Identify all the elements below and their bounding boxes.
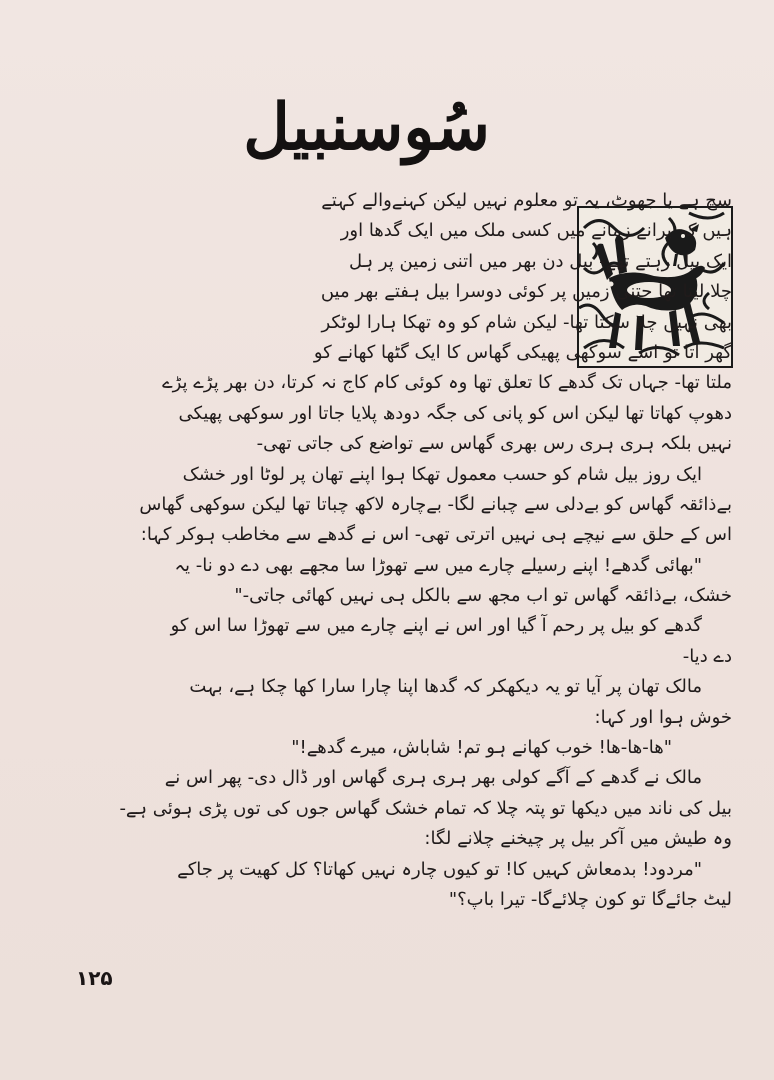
text-line: خشک، بےذائقہ گھاس تو اب مجھ سے بالکل ہی نہیں کھائی جاتی-" xyxy=(234,585,732,607)
text-line: نہیں بلکہ ہری ہری رس بھری گھاس سے تواضع کی جاتی تھی- xyxy=(256,433,732,455)
text-line: مالک تھان پر آیا تو یہ دیکھکر کہ گدھا اپنا چارا سارا کھا چکا ہے، بہت xyxy=(189,676,702,698)
text-line: اس کے حلق سے نیچے ہی نہیں اترتی تھی- اس نے گدھے سے مخاطب ہوکر کہا: xyxy=(140,524,732,546)
text-line: ایک بیل رہتے تھے- بیل دن بھر میں اتنی زمین پر ہل xyxy=(348,250,732,272)
text-line: بھی نہیں چلا سکتا تھا- لیکن شام کو وہ تھکا ہارا لوٹکر xyxy=(321,311,732,333)
page-number: ۱۲۵ xyxy=(76,966,113,990)
text-line: گدھے کو بیل پر رحم آ گیا اور اس نے اپنے چارے میں سے تھوڑا سا اس کو xyxy=(170,615,702,637)
text-line: ہیں کہ پرانے زمانے میں کسی ملک میں ایک گدھا اور xyxy=(340,220,732,242)
text-line: خوش ہوا اور کہا: xyxy=(594,706,732,728)
text-line: سچ ہے یا جھوٹ، یہ تو معلوم نہیں لیکن کہنےوالے کہتے xyxy=(321,190,732,211)
text-line: وہ طیش میں آکر بیل پر چیخنے چلانے لگا: xyxy=(424,828,732,850)
text-line: ملتا تھا- جہاں تک گدھے کا تعلق تھا وہ کوئی کام کاج نہ کرتا، دن بھر پڑے پڑے xyxy=(162,372,732,394)
text-line: بیل کی ناند میں دیکھا تو پتہ چلا کہ تمام خشک گھاس جوں کی توں پڑی ہوئی ہے- xyxy=(119,797,732,819)
text-line: لیٹ جائےگا تو کون چلائےگا- تیرا باپ؟" xyxy=(448,888,732,910)
text-line: گھر آتا تو اسے سوکھی پھیکی گھاس کا ایک گٹھا کھانے کو xyxy=(313,341,732,363)
text-line: "بھائی گدھے! اپنے رسیلے چارے میں سے تھوڑا سا مجھے بھی دے دو نا- یہ xyxy=(174,554,702,576)
text-line: چلا لیتا تھا جتنی زمین پر کوئی دوسرا بیل ہفتے بھر میں xyxy=(320,281,732,303)
story-title: سُوسنبیل xyxy=(243,90,490,165)
text-line: بےذائقہ گھاس کو بےدلی سے چبانے لگا- بےچارہ لاکھ چباتا تھا لیکن سوکھی گھاس xyxy=(139,493,732,515)
text-line: "مردود! بدمعاش کہیں کا! تو کیوں چارہ نہیں کھاتا؟ کل کھیت پر جاکے xyxy=(177,858,702,880)
text-line: ایک روز بیل شام کو حسب معمول تھکا ہوا اپنے تھان پر لوٹا اور خشک xyxy=(182,463,702,485)
text-line: دے دیا- xyxy=(682,645,732,667)
text-line: "ھا-ھا-ھا! خوب کھانے ہو تم! شاباش، میرے گدھے!" xyxy=(291,737,672,759)
story-body xyxy=(72,186,732,915)
text-line: مالک نے گدھے کے آگے کولی بھر ہری ہری گھاس اور ڈال دی- پھر اس نے xyxy=(164,767,702,789)
text-line: دھوپ کھاتا تھا لیکن اس کو پانی کی جگہ دودھ پلایا جاتا اور سوکھی پھیکی xyxy=(178,402,732,424)
